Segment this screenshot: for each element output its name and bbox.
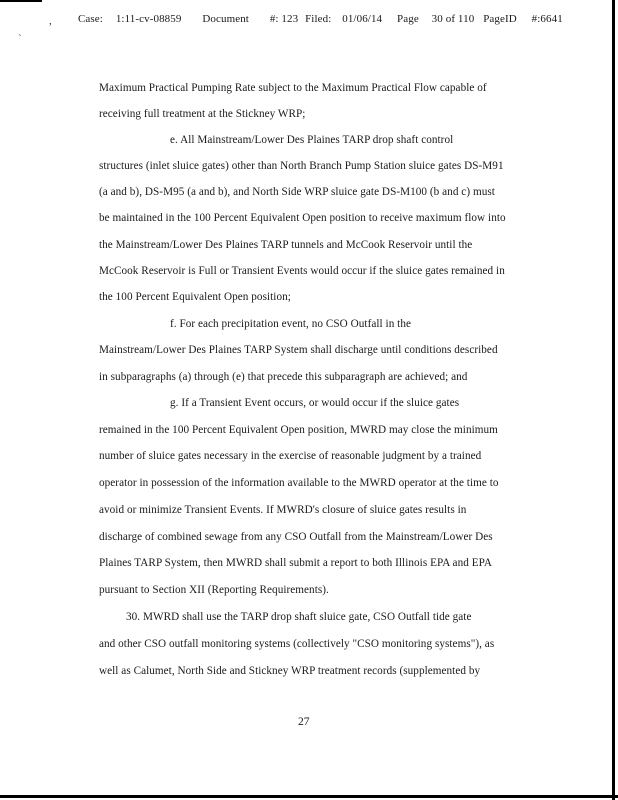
paragraph-30: 30. MWRD shall use the TARP drop shaft sluice gate, CSO Outfall tide gate [126, 611, 472, 623]
body-line: (a and b), DS-M95 (a and b), and North Side WRP sluice gate DS-M100 (b and c) must [99, 186, 495, 198]
case-label: Case: [78, 13, 103, 25]
body-line: pursuant to Section XII (Reporting Requirements). [99, 584, 329, 596]
body-line: Plaines TARP System, then MWRD shall submit a report to both Illinois EPA and EPA [99, 557, 492, 569]
body-line: avoid or minimize Transient Events. If MWRD's closure of sluice gates results in [99, 504, 467, 516]
page-of: 30 of 110 [431, 13, 475, 25]
body-line: the 100 Percent Equivalent Open position; [99, 291, 291, 303]
body-line: well as Calumet, North Side and Stickney WRP treatment records (supplemented by [99, 665, 481, 677]
case-number: 1:11-cv-08859 [115, 13, 182, 25]
body-line: number of sluice gates necessary in the exercise of reasonable judgment by a trained [99, 450, 482, 462]
page-edge-right [612, 0, 615, 800]
body-line: Mainstream/Lower Des Plaines TARP System shall discharge until conditions described [99, 344, 498, 356]
subparagraph-e: e. All Mainstream/Lower Des Plaines TARP drop shaft control [170, 134, 454, 146]
body-line: McCook Reservoir is Full or Transient Events would occur if the sluice gates remained in [99, 265, 505, 277]
filed-date: 01/06/14 [342, 13, 383, 25]
scan-corner-mark [0, 0, 42, 2]
scan-speck: , [49, 15, 52, 27]
page-number: 27 [298, 716, 310, 728]
body-line: remained in the 100 Percent Equivalent Open position, MWRD may close the minimum [99, 424, 498, 436]
pageid-label: PageID [483, 13, 517, 25]
subparagraph-g: g. If a Transient Event occurs, or would occur if the sluice gates [170, 397, 460, 409]
subparagraph-f: f. For each precipitation event, no CSO Outfall in the [170, 318, 411, 330]
body-line: in subparagraphs (a) through (e) that precede this subparagraph are achieved; and [99, 371, 468, 383]
body-line: receiving full treatment at the Stickney WRP; [99, 108, 306, 120]
body-line: be maintained in the 100 Percent Equivalent Open position to receive maximum flow into [99, 212, 506, 224]
body-line: the Mainstream/Lower Des Plaines TARP tunnels and McCook Reservoir until the [99, 239, 473, 251]
document-number: #: 123 [269, 13, 299, 25]
document-label: Document [202, 13, 249, 25]
body-line: and other CSO outfall monitoring systems (collectively "CSO monitoring systems"), as [99, 638, 495, 650]
body-line: Maximum Practical Pumping Rate subject to the Maximum Practical Flow capable of [99, 82, 487, 94]
page-edge-bottom [0, 795, 618, 798]
scan-speck: ` [18, 33, 22, 45]
pageid-number: #:6641 [531, 13, 563, 25]
page-label: Page [397, 13, 419, 25]
body-line: operator in possession of the information available to the MWRD operator at the time to [99, 477, 499, 489]
filing-header [78, 13, 573, 25]
filed-label: Filed: [305, 13, 332, 25]
body-line: discharge of combined sewage from any CSO Outfall from the Mainstream/Lower Des [99, 531, 493, 543]
body-line: structures (inlet sluice gates) other than North Branch Pump Station sluice gates DS-M91 [99, 160, 504, 172]
